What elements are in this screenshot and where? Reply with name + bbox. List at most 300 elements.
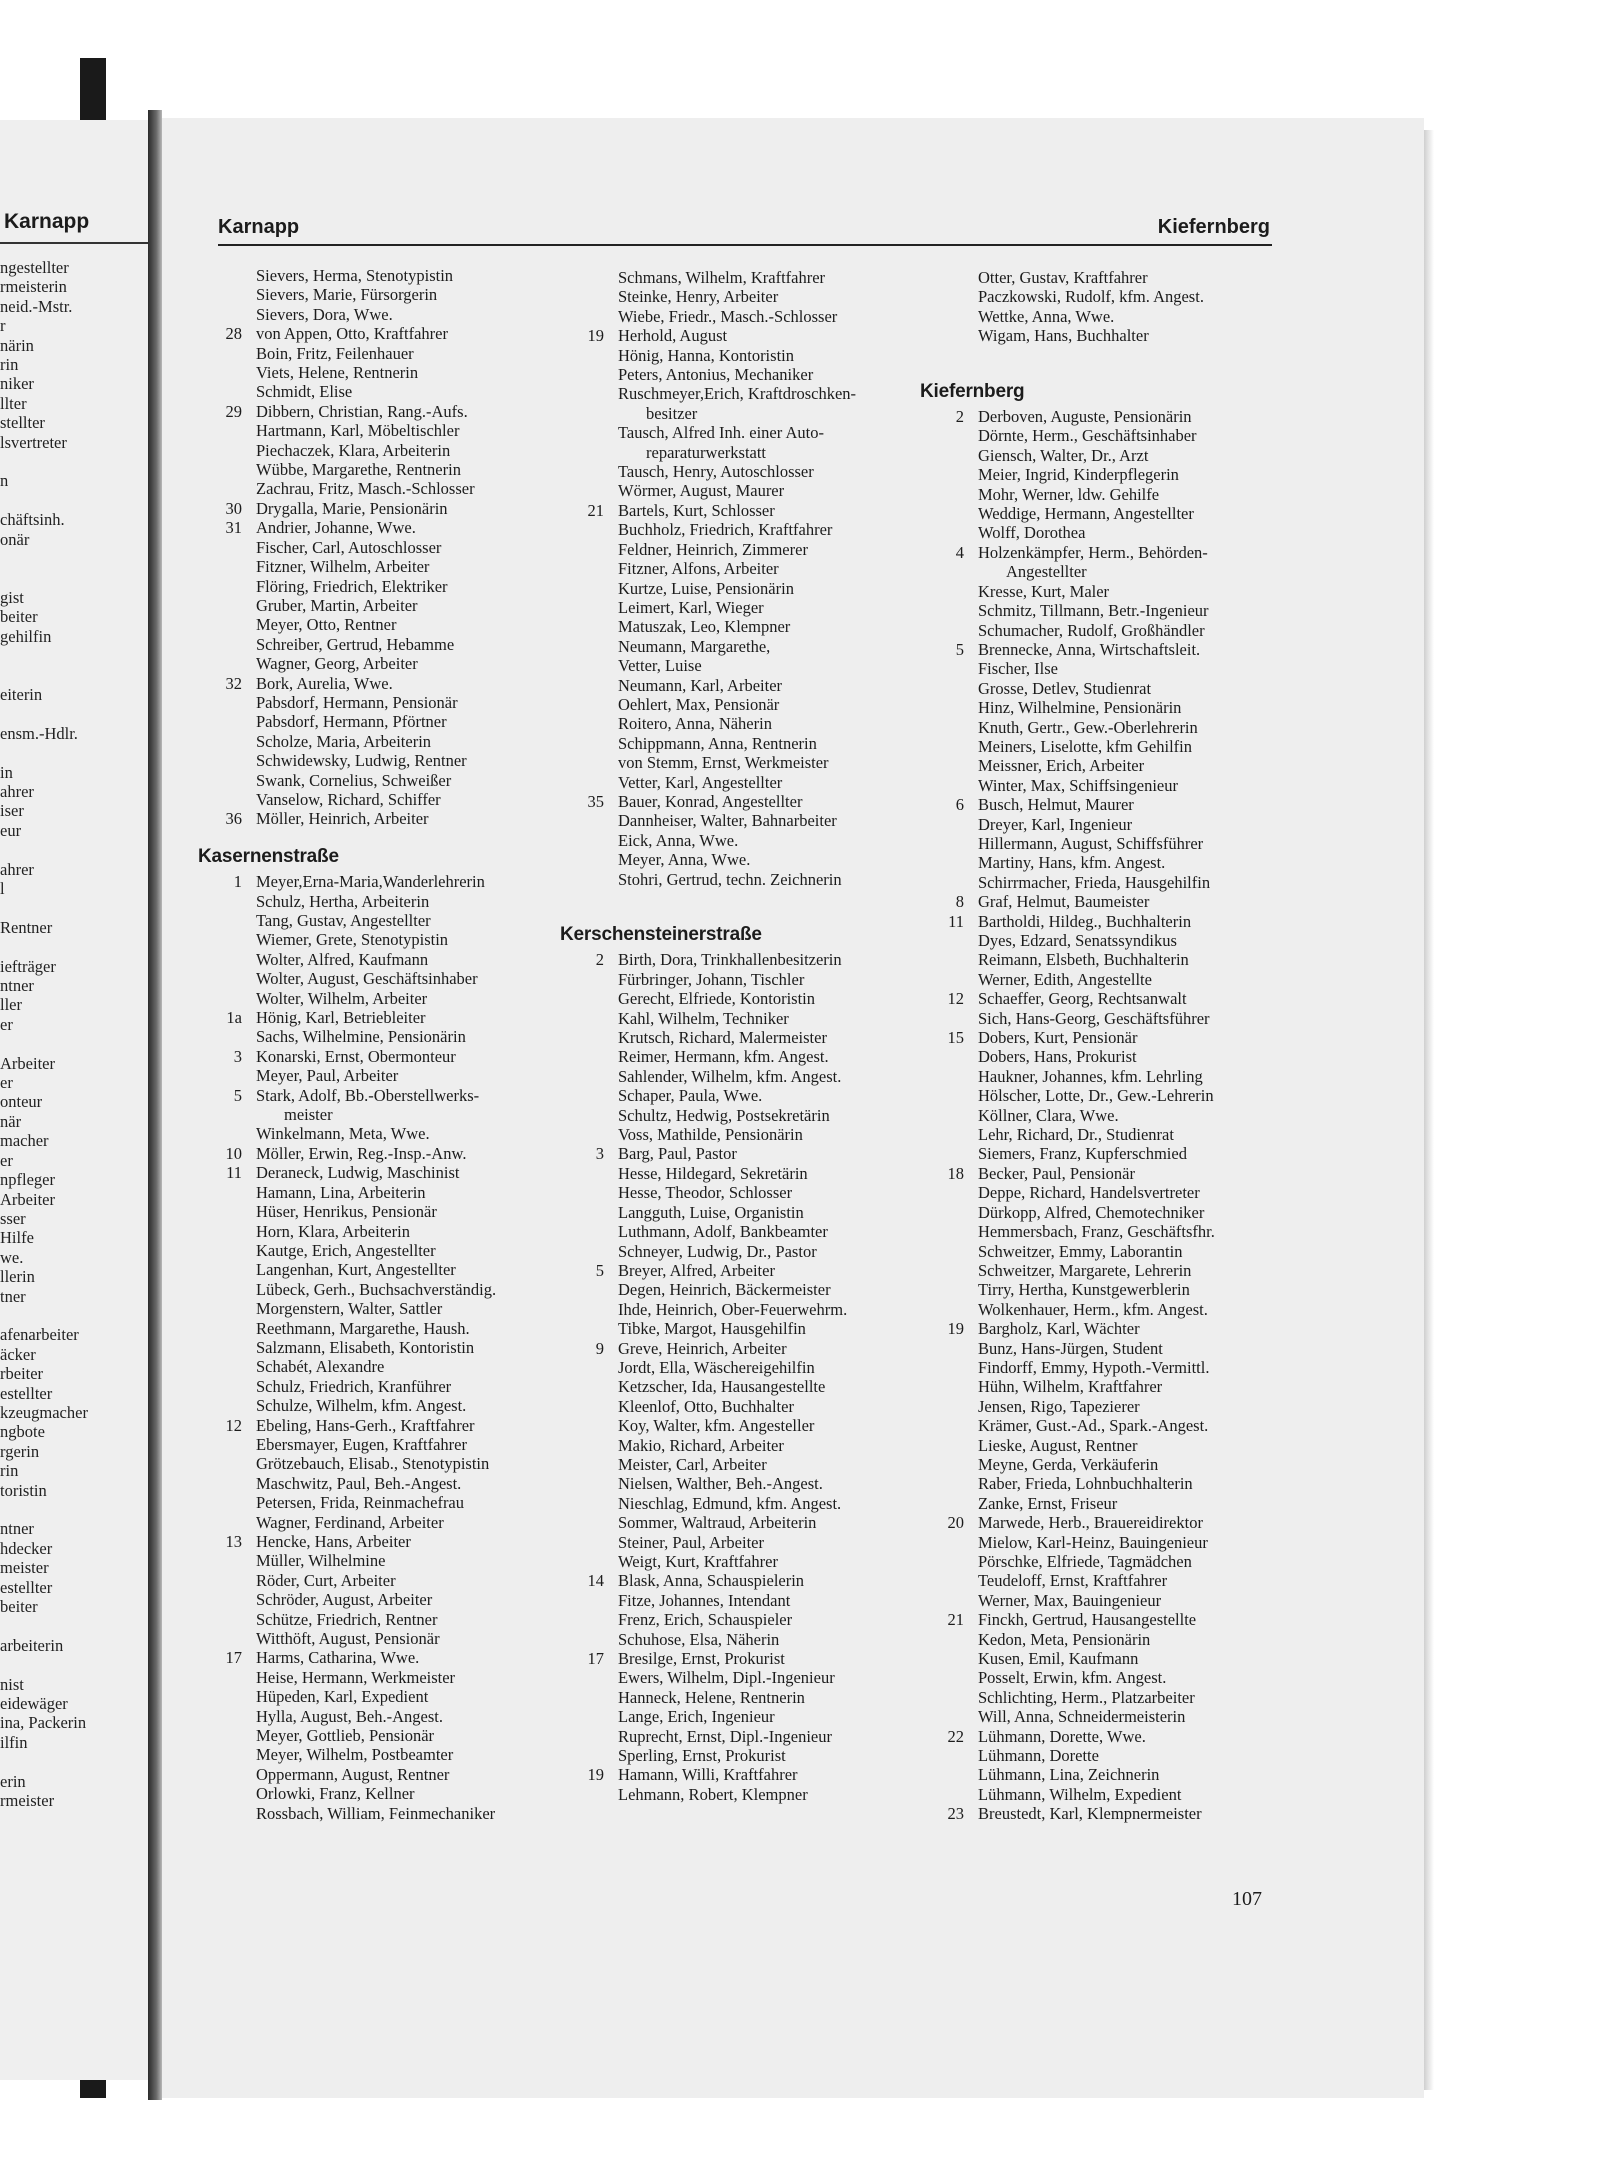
facing-page-fragment: lsvertreter	[0, 432, 67, 452]
house-number: 36	[225, 809, 242, 829]
house-number	[922, 1397, 978, 1416]
facing-page-fragment: toristin	[0, 1480, 47, 1500]
directory-entry	[200, 892, 496, 911]
resident-entry: Krämer, Gust.-Ad., Spark.-Angest.	[978, 1416, 1209, 1436]
facing-page-fragment	[0, 491, 88, 510]
house-number	[200, 1222, 256, 1241]
resident-entry: Meyer,Erna-Maria,Wanderlehrerin	[256, 872, 485, 892]
resident-entry: Piechaczek, Klara, Arbeiterin	[256, 440, 451, 460]
facing-page-fragment: gehilfin	[0, 626, 52, 646]
resident-entry: Schütze, Friedrich, Rentner	[256, 1609, 438, 1629]
directory-entry	[200, 441, 496, 460]
resident-entry: Kurtze, Luise, Pensionärin	[618, 578, 794, 598]
facing-page-fragment: iser	[0, 801, 24, 821]
house-number: 15	[947, 1028, 964, 1048]
directory-entry	[200, 1687, 496, 1706]
directory-entry	[562, 1474, 856, 1493]
directory-entry	[922, 307, 1215, 326]
directory-entry	[562, 989, 856, 1008]
house-number: 11	[948, 911, 964, 931]
resident-entry: Schröder, August, Arbeiter	[256, 1590, 433, 1610]
resident-entry: Breustedt, Karl, Klempnermeister	[978, 1804, 1202, 1824]
house-number	[562, 1377, 618, 1396]
directory-entry	[922, 1668, 1215, 1687]
resident-entry: Schmans, Wilhelm, Kraftfahrer	[618, 268, 826, 287]
house-number	[562, 1028, 618, 1047]
resident-entry: Roitero, Anna, Näherin	[618, 714, 772, 734]
house-number: 28	[225, 324, 242, 344]
directory-entry	[922, 1144, 1215, 1163]
house-number	[200, 1571, 256, 1590]
resident-entry: von Appen, Otto, Kraftfahrer	[256, 324, 448, 344]
directory-entry	[562, 1086, 856, 1105]
house-number	[200, 1377, 256, 1396]
resident-entry: Ihde, Heinrich, Ober-Feuerwehrm.	[618, 1299, 848, 1319]
resident-entry: Schulze, Wilhelm, kfm. Angest.	[256, 1396, 467, 1416]
house-number	[200, 1202, 256, 1221]
house-number	[200, 911, 256, 930]
directory-entry	[922, 679, 1215, 698]
directory-entry	[200, 460, 496, 479]
directory-entry	[562, 753, 856, 772]
column-3	[922, 268, 1215, 1824]
directory-entry	[562, 1591, 856, 1610]
directory-entry	[922, 776, 1215, 795]
resident-entry: Schneyer, Ludwig, Dr., Pastor	[618, 1241, 817, 1261]
directory-entry	[562, 1203, 856, 1222]
directory-entry	[562, 1339, 856, 1358]
house-number	[922, 582, 978, 601]
house-number	[562, 714, 618, 733]
facing-page-fragment: npfleger	[0, 1170, 55, 1190]
facing-page-fragment: ilfin	[0, 1732, 28, 1752]
house-number	[922, 326, 978, 345]
house-number	[200, 1435, 256, 1454]
directory-entry	[562, 1300, 856, 1319]
resident-entry: Witthöft, August, Pensionär	[256, 1629, 440, 1649]
house-number	[562, 598, 618, 617]
resident-entry: Schweitzer, Emmy, Laborantin	[978, 1241, 1183, 1261]
directory-entry	[922, 1047, 1215, 1066]
facing-page-fragment: närin	[0, 335, 34, 355]
resident-entry: Schmitz, Tillmann, Betr.-Ingenieur	[978, 601, 1209, 621]
facing-page-fragment: er	[0, 1014, 13, 1034]
resident-entry: Werner, Max, Bauingenieur	[978, 1590, 1162, 1610]
directory-entry	[922, 1688, 1215, 1707]
facing-page-fragment	[0, 743, 88, 762]
resident-entry: Sievers, Herma, Stenotypistin	[256, 266, 454, 285]
facing-page-fragment: rbeiter	[0, 1364, 44, 1384]
resident-entry: Salzmann, Elisabeth, Kontoristin	[256, 1337, 475, 1357]
facing-page-fragment	[0, 569, 88, 588]
directory-entry	[922, 523, 1215, 542]
resident-entry: Konarski, Ernst, Obermonteur	[256, 1046, 456, 1066]
facing-page-fragment	[0, 1616, 88, 1635]
house-number	[922, 1416, 978, 1435]
resident-entry: Maschwitz, Paul, Beh.-Angest.	[256, 1473, 462, 1493]
house-number	[562, 404, 618, 423]
directory-entry	[922, 504, 1215, 523]
directory-entry	[922, 892, 1215, 911]
directory-entry	[562, 950, 856, 969]
directory-entry	[922, 465, 1215, 484]
directory-entry	[200, 1513, 496, 1532]
facing-page-fragment: er	[0, 1073, 13, 1093]
resident-entry: Oppermann, August, Rentner	[256, 1764, 450, 1784]
house-number	[922, 970, 978, 989]
house-number	[562, 1397, 618, 1416]
house-number: 2	[955, 407, 964, 427]
resident-entry: Winkelmann, Meta, Wwe.	[256, 1124, 430, 1144]
house-number	[562, 346, 618, 365]
house-number	[562, 559, 618, 578]
resident-entry: Scholze, Maria, Arbeiterin	[256, 731, 432, 751]
directory-entry	[922, 1086, 1215, 1105]
resident-entry: Hönig, Hanna, Kontoristin	[618, 345, 794, 365]
house-number	[200, 712, 256, 731]
directory-entry	[922, 1280, 1215, 1299]
directory-entry	[562, 1765, 856, 1784]
house-number	[922, 1455, 978, 1474]
resident-entry: Pabsdorf, Hermann, Pensionär	[256, 692, 458, 712]
house-number: 13	[225, 1532, 242, 1551]
directory-entry	[200, 751, 496, 770]
resident-entry: Wiebe, Friedr., Masch.-Schlosser	[618, 306, 838, 326]
directory-entry	[922, 718, 1215, 737]
directory-entry	[562, 559, 856, 578]
facing-page-fragment: ensm.-Hdlr.	[0, 723, 78, 743]
house-number	[562, 656, 618, 675]
resident-entry: Schippmann, Anna, Rentnerin	[618, 733, 817, 753]
directory-entry	[922, 1785, 1215, 1804]
resident-entry: Werner, Edith, Angestellte	[978, 969, 1152, 989]
facing-page-fragment: estellter	[0, 1383, 53, 1403]
directory-entry	[200, 285, 496, 304]
directory-entry	[922, 1339, 1215, 1358]
resident-entry: Lühmann, Lina, Zeichnerin	[978, 1765, 1160, 1785]
house-number	[562, 1280, 618, 1299]
resident-entry: Hesse, Hildegard, Sekretärin	[618, 1163, 808, 1183]
directory-entry	[922, 1649, 1215, 1668]
resident-entry: Vetter, Luise	[618, 656, 702, 676]
resident-entry: Lühmann, Dorette, Wwe.	[978, 1726, 1146, 1746]
resident-entry: Hamann, Willi, Kraftfahrer	[618, 1765, 798, 1785]
directory-entry	[922, 562, 1215, 581]
facing-page-fragment: er	[0, 1150, 13, 1170]
resident-entry: Neumann, Karl, Arbeiter	[618, 675, 783, 695]
directory-entry	[562, 598, 856, 617]
directory-entry	[200, 1551, 496, 1570]
running-head-right: Kiefernberg	[1157, 216, 1270, 238]
resident-entry: Dürkopp, Alfred, Chemotechniker	[978, 1202, 1205, 1222]
directory-entry	[562, 1009, 856, 1028]
house-number	[922, 1125, 978, 1144]
facing-page-fragment	[0, 937, 88, 956]
facing-page-fragment	[0, 666, 88, 685]
resident-entry: Reimann, Elsbeth, Buchhalterin	[978, 950, 1189, 970]
house-number	[562, 1164, 618, 1183]
facing-page-fragment	[0, 549, 88, 568]
directory-entry	[922, 970, 1215, 989]
house-number: 8	[955, 892, 964, 912]
house-number	[200, 1241, 256, 1260]
directory-entry	[562, 1319, 856, 1338]
facing-page-fragment: niker	[0, 374, 34, 394]
directory-entry	[922, 1377, 1215, 1396]
directory-entry	[200, 1086, 496, 1105]
directory-entry	[562, 365, 856, 384]
resident-entry: Makio, Richard, Arbeiter	[618, 1435, 784, 1455]
directory-entry	[562, 287, 856, 306]
directory-entry	[562, 540, 856, 559]
house-number	[562, 1222, 618, 1241]
directory-entry	[922, 989, 1215, 1008]
directory-entry	[922, 1765, 1215, 1784]
directory-entry	[200, 596, 496, 615]
facing-page-fragment: llerin	[0, 1267, 35, 1287]
house-number: 23	[947, 1804, 964, 1824]
directory-entry	[922, 1067, 1215, 1086]
house-number	[200, 421, 256, 440]
resident-entry: Birth, Dora, Trinkhallenbesitzerin	[618, 950, 842, 970]
resident-entry: Weigt, Kurt, Kraftfahrer	[618, 1552, 778, 1571]
directory-entry	[562, 617, 856, 636]
directory-entry	[200, 1260, 496, 1279]
house-number: 19	[947, 1319, 964, 1339]
house-number	[200, 989, 256, 1008]
directory-entry	[200, 305, 496, 324]
house-number	[200, 771, 256, 790]
directory-entry	[922, 1436, 1215, 1455]
resident-entry: Oehlert, Max, Pensionär	[618, 694, 780, 714]
directory-entry	[922, 601, 1215, 620]
resident-entry: Tibke, Margot, Hausgehilfin	[618, 1319, 806, 1339]
resident-entry: Vanselow, Richard, Schiffer	[256, 789, 441, 809]
house-number: 30	[225, 498, 242, 518]
house-number	[562, 1668, 618, 1687]
house-number	[200, 1454, 256, 1473]
directory-entry	[922, 1746, 1215, 1765]
resident-entry: Flöring, Friedrich, Elektriker	[256, 576, 448, 596]
house-number	[562, 1688, 618, 1707]
resident-entry: Morgenstern, Walter, Sattler	[256, 1299, 443, 1319]
facing-page-fragment	[0, 1034, 88, 1053]
directory-entry	[200, 1008, 496, 1027]
house-number	[922, 1494, 978, 1513]
directory-entry	[922, 950, 1215, 969]
directory-entry	[922, 1455, 1215, 1474]
facing-page-fragment	[0, 1655, 88, 1674]
house-number	[200, 1610, 256, 1629]
house-number	[922, 1630, 978, 1649]
resident-entry: Weddige, Hermann, Angestellter	[978, 504, 1194, 524]
directory-entry	[200, 930, 496, 949]
directory-entry	[200, 1280, 496, 1299]
house-number	[562, 365, 618, 384]
resident-entry: Schaper, Paula, Wwe.	[618, 1086, 763, 1106]
house-number	[562, 1416, 618, 1435]
facing-page-fragment: ller	[0, 995, 22, 1015]
house-number	[922, 1280, 978, 1299]
resident-entry: Petersen, Frida, Reinmachefrau	[256, 1493, 465, 1513]
directory-entry	[922, 640, 1215, 659]
directory-entry	[200, 674, 496, 693]
resident-entry: Knuth, Gertr., Gew.-Oberlehrerin	[978, 717, 1198, 737]
house-number	[562, 1125, 618, 1144]
directory-entry	[922, 853, 1215, 872]
resident-entry: Feldner, Heinrich, Zimmerer	[618, 539, 808, 559]
directory-entry	[922, 698, 1215, 717]
resident-entry: Kedon, Meta, Pensionärin	[978, 1629, 1151, 1649]
resident-entry: Ebersmayer, Eugen, Kraftfahrer	[256, 1434, 467, 1454]
directory-entry	[200, 1183, 496, 1202]
directory-entry	[200, 712, 496, 731]
resident-entry: Müller, Wilhelmine	[256, 1551, 386, 1571]
house-number	[562, 423, 618, 442]
resident-entry: Breyer, Alfred, Arbeiter	[618, 1260, 775, 1280]
directory-entry	[562, 1397, 856, 1416]
house-number	[200, 1668, 256, 1687]
directory-entry	[200, 1319, 496, 1338]
facing-page-fragment: r	[0, 316, 6, 336]
directory-entry	[562, 423, 856, 442]
resident-entry: Hesse, Theodor, Schlosser	[618, 1183, 793, 1203]
directory-entry	[922, 1571, 1215, 1590]
directory-entry	[562, 307, 856, 326]
resident-entry: Schulz, Friedrich, Kranführer	[256, 1376, 452, 1396]
house-number	[200, 1590, 256, 1609]
house-number	[922, 1533, 978, 1552]
facing-page-fragment	[0, 704, 88, 723]
directory-entry	[922, 1630, 1215, 1649]
house-number: 5	[955, 639, 964, 659]
facing-page-fragment: rmeisterin	[0, 277, 67, 297]
directory-entry	[562, 1630, 856, 1649]
house-number	[922, 1552, 978, 1571]
facing-page-fragment: onär	[0, 529, 30, 549]
house-number	[922, 1785, 978, 1804]
directory-entry	[562, 1047, 856, 1066]
resident-entry: Greve, Heinrich, Arbeiter	[618, 1338, 787, 1358]
house-number	[922, 776, 978, 795]
resident-entry: Schuhose, Elsa, Näherin	[618, 1629, 780, 1649]
resident-entry: Schabét, Alexandre	[256, 1357, 385, 1377]
resident-entry: Sperling, Ernst, Prokurist	[618, 1746, 786, 1766]
resident-entry: Tausch, Henry, Autoschlosser	[618, 462, 814, 482]
house-number	[200, 1707, 256, 1726]
house-number	[200, 1726, 256, 1745]
directory-entry	[562, 1242, 856, 1261]
house-number: 17	[587, 1649, 604, 1669]
resident-entry: Fürbringer, Johann, Tischler	[618, 969, 805, 989]
column-2	[562, 268, 856, 1804]
house-number	[922, 1668, 978, 1687]
directory-entry	[562, 1028, 856, 1047]
resident-entry: Möller, Heinrich, Arbeiter	[256, 809, 429, 829]
house-number	[200, 693, 256, 712]
house-number	[922, 562, 978, 581]
resident-entry: Dyes, Edzard, Senatssyndikus	[978, 931, 1177, 950]
directory-entry	[200, 1493, 496, 1512]
house-number	[200, 1299, 256, 1318]
house-number	[562, 1513, 618, 1532]
resident-entry: Lühmann, Wilhelm, Expedient	[978, 1784, 1182, 1804]
directory-entry	[562, 714, 856, 733]
resident-entry: Jensen, Rigo, Tapezierer	[978, 1396, 1140, 1416]
directory-entry	[200, 1745, 496, 1764]
directory-entry	[922, 1804, 1215, 1823]
directory-entry	[562, 850, 856, 869]
directory-entry	[200, 538, 496, 557]
directory-entry	[200, 518, 496, 537]
resident-entry: Busch, Helmut, Maurer	[978, 795, 1134, 815]
resident-entry: Jordt, Ella, Wäschereigehilfin	[618, 1357, 815, 1377]
resident-entry: Wolff, Dorothea	[978, 523, 1086, 543]
house-number	[200, 950, 256, 969]
directory-entry	[200, 790, 496, 809]
resident-entry: Sachs, Wilhelmine, Pensionärin	[256, 1027, 466, 1047]
house-number	[200, 790, 256, 809]
directory-entry	[200, 1105, 496, 1124]
house-number	[562, 637, 618, 656]
facing-page-fragment: macher	[0, 1131, 49, 1151]
house-number	[922, 698, 978, 717]
resident-entry: Peters, Antonius, Mechaniker	[618, 365, 814, 385]
house-number: 3	[233, 1046, 242, 1066]
directory-entry	[562, 676, 856, 695]
directory-entry	[200, 989, 496, 1008]
directory-entry	[562, 870, 856, 889]
facing-page-fragment: we.	[0, 1247, 24, 1267]
directory-entry	[200, 1124, 496, 1143]
house-number	[922, 1649, 978, 1668]
house-number	[562, 1300, 618, 1319]
house-number: 19	[587, 1765, 604, 1785]
house-number	[562, 1086, 618, 1105]
resident-entry: Hamann, Lina, Arbeiterin	[256, 1182, 426, 1202]
house-number	[562, 1047, 618, 1066]
directory-entry	[200, 1202, 496, 1221]
resident-entry: Leimert, Karl, Wieger	[618, 597, 764, 617]
directory-entry	[922, 1474, 1215, 1493]
house-number	[200, 266, 256, 285]
directory-entry	[922, 659, 1215, 678]
resident-entry: Reethmann, Margarethe, Haush.	[256, 1318, 470, 1338]
house-number: 14	[587, 1571, 604, 1591]
resident-entry: Nielsen, Walther, Beh.-Angest.	[618, 1474, 823, 1494]
facing-page-fragment: kzeugmacher	[0, 1402, 88, 1422]
running-head-left: Karnapp	[218, 216, 300, 238]
directory-entry	[200, 1047, 496, 1066]
resident-entry: Heise, Hermann, Werkmeister	[256, 1667, 456, 1687]
house-number	[922, 834, 978, 853]
directory-entry	[200, 344, 496, 363]
directory-entry	[200, 1610, 496, 1629]
facing-page-left	[0, 120, 148, 2080]
directory-entry	[562, 1125, 856, 1144]
resident-entry: Koy, Walter, kfm. Angesteller	[618, 1416, 815, 1436]
house-number	[200, 732, 256, 751]
directory-entry	[562, 1513, 856, 1532]
house-number	[562, 970, 618, 989]
house-number	[562, 734, 618, 753]
resident-entry: Sommer, Waltraud, Arbeiterin	[618, 1513, 817, 1533]
house-number	[922, 1261, 978, 1280]
header-rule	[218, 244, 1272, 246]
house-number	[200, 1513, 256, 1532]
resident-entry: Wagner, Georg, Arbeiter	[256, 654, 418, 674]
resident-entry: Posselt, Erwin, kfm. Angest.	[978, 1668, 1167, 1688]
